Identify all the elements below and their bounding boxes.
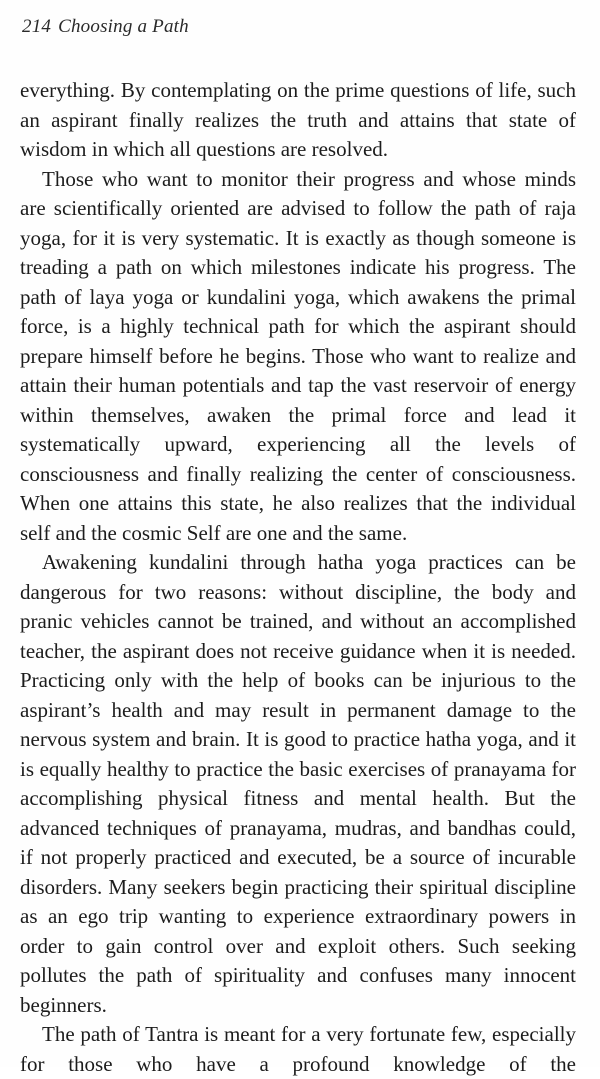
- running-head: [22, 16, 189, 38]
- paragraph: everything. By contemplating on the prime questions of life, such an aspirant finally realizes the truth and attains that state of wisdom in which all questions are resolved.: [20, 78, 576, 161]
- page-number: 214: [22, 16, 52, 37]
- paragraph: Those who want to monitor their progress and whose minds are scientifically oriented are advised to follow the path of raja yoga, for it is very systematic. It is exactly as though someone is treading a path on which milestones indicate his progress. The path of laya yoga or kundalini yoga, which awakens the primal force, is a highly technical path for which the aspirant should prepare himself before he begins. Those who want to realize and attain their human potentials and tap the vast reservoir of energy within themselves, awaken the primal force and lead it systematically upward, experiencing all the levels of consciousness and finally realizing the center of consciousness. When one attains this state, he also realizes that the individual self and the cosmic Self are one and the same.: [20, 166, 576, 545]
- paragraph: The path of Tantra is meant for a very fortunate few, especially for those who have a profound knowledge of the: [20, 1022, 576, 1076]
- body-text: [20, 76, 576, 1079]
- paragraph: Awakening kundalini through hatha yoga practices can be dangerous for two reasons: without discipline, the body and pranic vehicles cannot be trained, and without an accomplished teacher, the aspirant does not receive guidance when it is needed. Practicing only with the help of books can be injurious to the aspirant’s health and may result in permanent damage to the nervous system and brain. It is good to practice hatha yoga, and it is equally healthy to practice the basic exercises of pranayama for accomplishing physical fitness and mental health. But the advanced techniques of pranayama, mudras, and bandhas could, if not properly practiced and executed, be a source of incurable disorders. Many seekers begin practicing their spiritual discipline as an ego trip wanting to experience extraordinary powers in order to gain control over and exploit others. Such seeking pollutes the path of spirituality and confuses many innocent beginners.: [20, 550, 576, 1017]
- chapter-title: Choosing a Path: [58, 16, 189, 37]
